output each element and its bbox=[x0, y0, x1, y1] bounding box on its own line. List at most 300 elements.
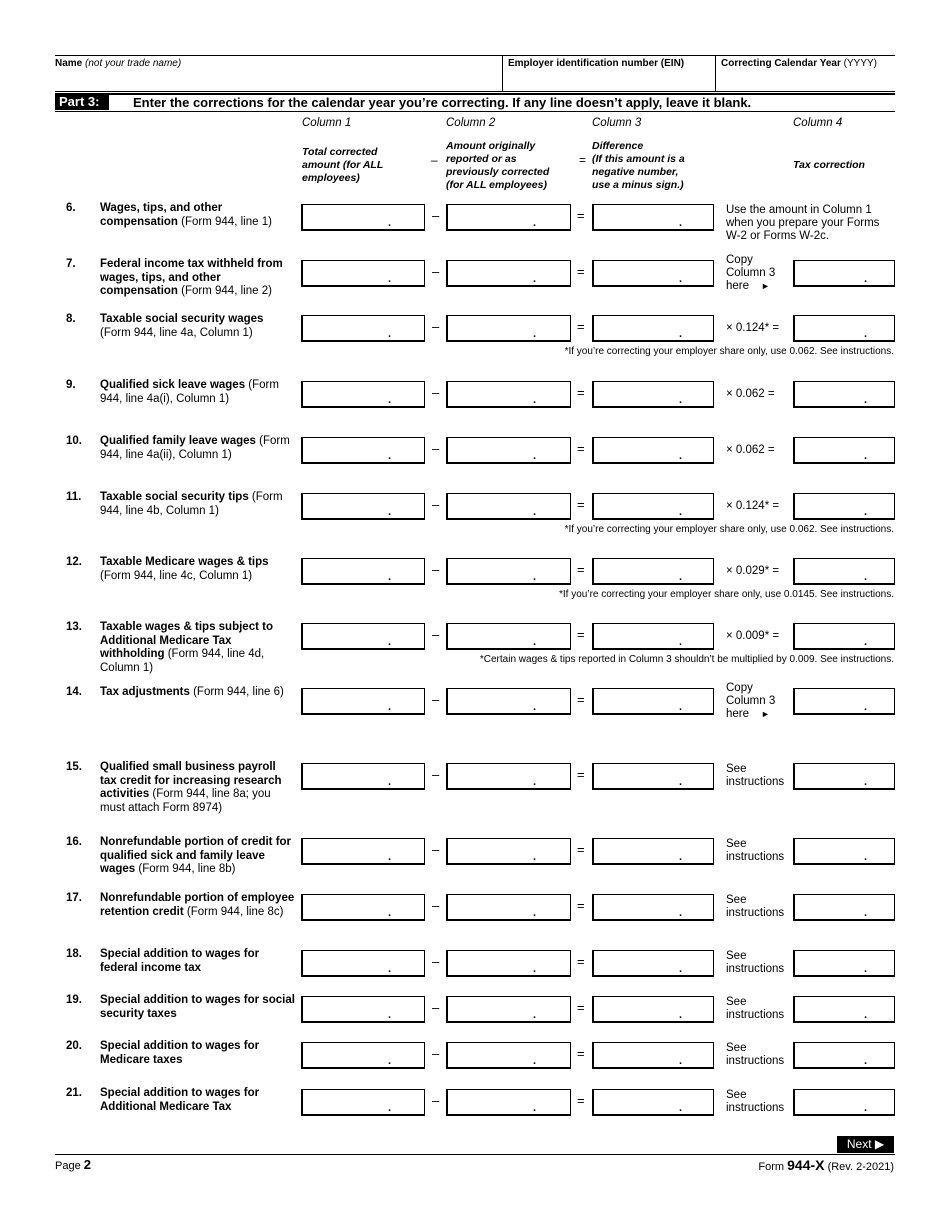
line-amount-box bbox=[793, 493, 895, 520]
tax-correction-input[interactable] bbox=[797, 999, 896, 1021]
column-4-instruction-text: × 0.009* = bbox=[726, 630, 780, 642]
decimal-point: . bbox=[864, 907, 868, 919]
decimal-point: . bbox=[388, 328, 392, 340]
column-4-instruction bbox=[726, 1089, 784, 1115]
line-amount-box bbox=[446, 437, 571, 464]
column-1-input[interactable] bbox=[305, 207, 426, 229]
decimal-point: . bbox=[388, 1055, 392, 1067]
column-4-instruction bbox=[726, 682, 775, 721]
column-4-instruction-line bbox=[726, 565, 779, 578]
column-4-instruction-line bbox=[726, 1042, 784, 1055]
line-amount-box bbox=[301, 204, 425, 231]
column-4-instruction-line bbox=[726, 1102, 784, 1115]
name-field[interactable] bbox=[58, 72, 502, 90]
column-2-input[interactable] bbox=[450, 626, 572, 648]
line-description-bold: Taxable social security wages bbox=[100, 313, 264, 325]
ein-field[interactable] bbox=[508, 72, 712, 90]
column-2-input[interactable] bbox=[450, 897, 572, 919]
tax-correction-input[interactable] bbox=[797, 263, 896, 285]
equals-operator: = bbox=[577, 627, 585, 642]
line-amount-box bbox=[446, 1089, 571, 1116]
line-description-bold: Special addition to wages for federal income tax bbox=[100, 948, 260, 974]
line-footnote: *If you’re correcting your employer share only, use 0.062. See instructions. bbox=[564, 346, 894, 357]
column-2-input[interactable] bbox=[450, 953, 572, 975]
column-1-desc-line: amount (for ALL bbox=[302, 159, 384, 171]
form-identifier bbox=[758, 1157, 894, 1173]
line-description bbox=[100, 836, 295, 877]
column-2-input[interactable] bbox=[450, 263, 572, 285]
column-4-instruction-line bbox=[726, 996, 784, 1009]
decimal-point: . bbox=[679, 1055, 683, 1067]
decimal-point: . bbox=[679, 907, 683, 919]
line-description bbox=[100, 258, 295, 299]
line-amount-box bbox=[446, 838, 571, 865]
line-amount-box bbox=[446, 763, 571, 790]
column-1-input[interactable] bbox=[305, 1045, 426, 1067]
column-2-input[interactable] bbox=[450, 1092, 572, 1114]
column-4-instruction-line bbox=[726, 254, 775, 267]
decimal-point: . bbox=[679, 394, 683, 406]
decimal-point: . bbox=[864, 450, 868, 462]
equals-operator: = bbox=[577, 898, 585, 913]
decimal-point: . bbox=[864, 1055, 868, 1067]
equals-operator: = bbox=[577, 264, 585, 279]
line-amount-box bbox=[301, 260, 425, 287]
line-number: 18. bbox=[66, 948, 82, 960]
line-amount-box bbox=[446, 950, 571, 977]
column-4-description: Tax correction bbox=[793, 159, 865, 171]
line-amount-box bbox=[301, 1042, 425, 1069]
column-4-instruction-line bbox=[726, 950, 784, 963]
decimal-point: . bbox=[388, 450, 392, 462]
ein-label-text: Employer identification number (EIN) bbox=[508, 58, 685, 69]
name-label-bold: Name bbox=[55, 58, 83, 69]
decimal-point: . bbox=[864, 506, 868, 518]
column-1-input[interactable] bbox=[305, 496, 426, 518]
line-amount-box bbox=[793, 1089, 895, 1116]
tax-correction-input[interactable] bbox=[797, 691, 896, 713]
equals-operator: = bbox=[577, 1000, 585, 1015]
line-amount-box bbox=[793, 437, 895, 464]
column-4-instruction bbox=[726, 254, 775, 293]
column-2-desc-line: previously corrected bbox=[446, 166, 550, 178]
column-1-input[interactable] bbox=[305, 440, 426, 462]
column-4-instruction-text: Column 3 bbox=[726, 695, 776, 707]
decimal-point: . bbox=[388, 273, 392, 285]
line-amount-box bbox=[446, 894, 571, 921]
line-description bbox=[100, 892, 295, 919]
column-1-input[interactable] bbox=[305, 561, 426, 583]
line-amount-box bbox=[592, 437, 714, 464]
line-description-bold: Qualified sick leave wages bbox=[100, 379, 246, 391]
line-amount-box bbox=[301, 763, 425, 790]
line-amount-box bbox=[592, 894, 714, 921]
page-label: Page bbox=[55, 1160, 81, 1172]
tax-correction-input[interactable] bbox=[797, 897, 896, 919]
column-4-instruction-text: See bbox=[726, 1089, 747, 1101]
line-amount-box bbox=[793, 260, 895, 287]
tax-correction-input[interactable] bbox=[797, 953, 896, 975]
line-description bbox=[100, 435, 295, 462]
equals-operator: = bbox=[577, 441, 585, 456]
column-1-input[interactable] bbox=[305, 384, 426, 406]
line-description bbox=[100, 686, 295, 700]
column-3-input[interactable] bbox=[596, 841, 715, 863]
decimal-point: . bbox=[533, 907, 537, 919]
column-4-instruction-text: × 0.029* = bbox=[726, 565, 780, 577]
column-3-desc-line: negative number, bbox=[592, 166, 679, 178]
column-4-instruction-text: instructions bbox=[726, 1009, 785, 1021]
decimal-point: . bbox=[388, 636, 392, 648]
decimal-point: . bbox=[533, 636, 537, 648]
column-1-input[interactable] bbox=[305, 1092, 426, 1114]
column-2-input[interactable] bbox=[450, 841, 572, 863]
line-number: 19. bbox=[66, 994, 82, 1006]
decimal-point: . bbox=[864, 851, 868, 863]
column-3-input[interactable] bbox=[596, 384, 715, 406]
column-1-input[interactable] bbox=[305, 626, 426, 648]
column-2-input[interactable] bbox=[450, 766, 572, 788]
line-description-bold: Taxable wages & tips subject to Additional Medicare Tax withholding bbox=[100, 621, 273, 660]
decimal-point: . bbox=[864, 963, 868, 975]
right-arrow-icon: ► bbox=[761, 709, 770, 719]
column-2-desc-line: (for ALL employees) bbox=[446, 179, 547, 191]
column-4-instruction-line bbox=[726, 776, 784, 789]
column-1-input[interactable] bbox=[305, 953, 426, 975]
column-2-input[interactable] bbox=[450, 318, 572, 340]
minus-operator: – bbox=[432, 1093, 440, 1108]
line-description bbox=[100, 491, 295, 518]
line-number: 15. bbox=[66, 761, 82, 773]
tax-correction-input[interactable] bbox=[797, 496, 896, 518]
line-amount-box bbox=[301, 950, 425, 977]
decimal-point: . bbox=[533, 328, 537, 340]
line-amount-box bbox=[301, 623, 425, 650]
column-3-input[interactable] bbox=[596, 561, 715, 583]
line-amount-box bbox=[301, 493, 425, 520]
column-3-input[interactable] bbox=[596, 318, 715, 340]
decimal-point: . bbox=[533, 571, 537, 583]
column-4-instruction-line bbox=[726, 388, 775, 401]
column-3-input[interactable] bbox=[596, 440, 715, 462]
column-4-instruction-text: when you prepare your Forms bbox=[726, 217, 880, 229]
column-3-description bbox=[592, 140, 685, 192]
column-3-input[interactable] bbox=[596, 263, 715, 285]
line-description-rest: (Form 944, line 8b) bbox=[135, 863, 236, 875]
column-4-instruction-text: See bbox=[726, 838, 747, 850]
column-4-instruction bbox=[726, 630, 779, 643]
column-4-instruction-line bbox=[726, 1055, 784, 1068]
line-number: 12. bbox=[66, 556, 82, 568]
line-amount-box bbox=[592, 558, 714, 585]
column-1-desc-line: employees) bbox=[302, 172, 360, 184]
year-label-format: (YYYY) bbox=[843, 58, 877, 69]
column-3-input[interactable] bbox=[596, 1092, 715, 1114]
tax-correction-input[interactable] bbox=[797, 1092, 896, 1114]
column-3-desc-line: Difference bbox=[592, 140, 644, 152]
column-4-instruction-line bbox=[726, 217, 891, 230]
tax-correction-input[interactable] bbox=[797, 384, 896, 406]
column-2-description bbox=[446, 140, 549, 192]
equals-operator: = bbox=[577, 767, 585, 782]
next-button-label: Next bbox=[846, 1137, 872, 1151]
column-4-instruction bbox=[726, 838, 784, 864]
name-label bbox=[55, 58, 181, 69]
decimal-point: . bbox=[679, 273, 683, 285]
column-4-instruction-line bbox=[726, 763, 784, 776]
column-4-heading: Column 4 bbox=[793, 117, 843, 129]
line-number: 11. bbox=[66, 491, 82, 503]
tax-correction-input[interactable] bbox=[797, 766, 896, 788]
column-4-instruction-line bbox=[726, 682, 775, 695]
column-4-instruction-text: instructions bbox=[726, 1102, 785, 1114]
column-4-instruction-line bbox=[726, 322, 779, 335]
column-3-input[interactable] bbox=[596, 1045, 715, 1067]
column-4-instruction bbox=[726, 996, 784, 1022]
minus-operator: – bbox=[432, 264, 440, 279]
line-description-bold: Taxable social security tips bbox=[100, 491, 249, 503]
column-4-instruction-line bbox=[726, 230, 891, 243]
column-4-instruction bbox=[726, 950, 784, 976]
equals-operator: = bbox=[577, 385, 585, 400]
line-amount-box bbox=[592, 1042, 714, 1069]
column-4-instruction-line bbox=[726, 963, 784, 976]
line-description-bold: Special addition to wages for Additional Medicare Tax bbox=[100, 1087, 260, 1113]
tax-correction-input[interactable] bbox=[797, 626, 896, 648]
decimal-point: . bbox=[679, 217, 683, 229]
column-3-input[interactable] bbox=[596, 691, 715, 713]
column-3-input[interactable] bbox=[596, 999, 715, 1021]
tax-correction-input[interactable] bbox=[797, 1045, 896, 1067]
minus-operator: – bbox=[432, 898, 440, 913]
line-description bbox=[100, 313, 295, 340]
column-2-input[interactable] bbox=[450, 1045, 572, 1067]
column-4-instruction-text: See bbox=[726, 763, 747, 775]
column-4-instruction-text: See bbox=[726, 996, 747, 1008]
line-amount-box bbox=[592, 763, 714, 790]
line-description bbox=[100, 994, 295, 1021]
column-2-input[interactable] bbox=[450, 496, 572, 518]
line-description-rest: (Form 944, line 8c) bbox=[183, 905, 284, 918]
decimal-point: . bbox=[388, 776, 392, 788]
column-1-input[interactable] bbox=[305, 841, 426, 863]
column-3-input[interactable] bbox=[596, 766, 715, 788]
column-4-instruction-text: instructions bbox=[726, 1055, 785, 1067]
column-4-instruction-line bbox=[726, 1009, 784, 1022]
tax-correction-input[interactable] bbox=[797, 561, 896, 583]
column-4-instruction-text: See bbox=[726, 1042, 747, 1054]
column-3-input[interactable] bbox=[596, 953, 715, 975]
line-number: 16. bbox=[66, 836, 82, 848]
column-4-instruction-line bbox=[726, 267, 775, 280]
column-4-instruction bbox=[726, 1042, 784, 1068]
decimal-point: . bbox=[388, 394, 392, 406]
line-amount-box bbox=[592, 315, 714, 342]
column-4-instruction-text: Copy bbox=[726, 682, 753, 694]
column-3-desc-line: use a minus sign.) bbox=[592, 179, 684, 191]
column-4-instruction-line bbox=[726, 708, 775, 721]
column-2-input[interactable] bbox=[450, 440, 572, 462]
column-1-input[interactable] bbox=[305, 766, 426, 788]
column-3-input[interactable] bbox=[596, 207, 715, 229]
line-description-rest: (Form 944, line 6) bbox=[189, 686, 284, 698]
line-description bbox=[100, 1040, 295, 1067]
line-description-rest: (Form 944, line 2) bbox=[177, 285, 272, 297]
decimal-point: . bbox=[679, 450, 683, 462]
line-amount-box bbox=[446, 381, 571, 408]
column-4-instruction-line bbox=[726, 444, 775, 457]
column-4-instruction bbox=[726, 444, 775, 457]
column-2-input[interactable] bbox=[450, 384, 572, 406]
line-amount-box bbox=[793, 763, 895, 790]
column-3-input[interactable] bbox=[596, 897, 715, 919]
decimal-point: . bbox=[864, 1102, 868, 1114]
decimal-point: . bbox=[388, 851, 392, 863]
minus-operator: – bbox=[432, 1046, 440, 1061]
decimal-point: . bbox=[388, 1009, 392, 1021]
decimal-point: . bbox=[679, 701, 683, 713]
year-label-bold: Correcting Calendar Year bbox=[721, 58, 841, 69]
column-2-input[interactable] bbox=[450, 207, 572, 229]
decimal-point: . bbox=[864, 571, 868, 583]
line-amount-box bbox=[301, 315, 425, 342]
line-description-bold: Taxable Medicare wages & tips bbox=[100, 556, 269, 568]
line-amount-box bbox=[793, 315, 895, 342]
decimal-point: . bbox=[533, 217, 537, 229]
decimal-point: . bbox=[864, 328, 868, 340]
column-2-input[interactable] bbox=[450, 561, 572, 583]
decimal-point: . bbox=[533, 963, 537, 975]
line-description-rest: (Form 944, line 4b, Column 1) bbox=[100, 491, 283, 517]
equals-operator: = bbox=[577, 319, 585, 334]
line-description bbox=[100, 379, 295, 406]
decimal-point: . bbox=[533, 776, 537, 788]
line-amount-box bbox=[301, 894, 425, 921]
decimal-point: . bbox=[679, 1009, 683, 1021]
line-description-bold: Wages, tips, and other compensation bbox=[100, 202, 223, 228]
tax-correction-input[interactable] bbox=[797, 318, 896, 340]
column-4-instruction-text: W-2 or Forms W-2c. bbox=[726, 230, 830, 242]
column-4-instruction-text: × 0.124* = bbox=[726, 322, 780, 334]
line-amount-box bbox=[793, 838, 895, 865]
column-2-desc-line: reported or as bbox=[446, 153, 517, 165]
equals-operator: = bbox=[577, 692, 585, 707]
column-2-desc-line: Amount originally bbox=[446, 140, 536, 152]
line-number: 14. bbox=[66, 686, 82, 698]
column-4-instruction bbox=[726, 500, 779, 513]
decimal-point: . bbox=[533, 450, 537, 462]
tax-correction-input[interactable] bbox=[797, 841, 896, 863]
column-4-instruction-line bbox=[726, 1089, 784, 1102]
column-2-input[interactable] bbox=[450, 691, 572, 713]
tax-correction-input[interactable] bbox=[797, 440, 896, 462]
column-2-input[interactable] bbox=[450, 999, 572, 1021]
decimal-point: . bbox=[864, 394, 868, 406]
line-amount-box bbox=[446, 1042, 571, 1069]
equals-operator: = bbox=[577, 954, 585, 969]
line-number: 6. bbox=[66, 202, 76, 214]
ein-label bbox=[508, 58, 684, 69]
minus-operator: – bbox=[432, 1000, 440, 1015]
minus-operator: – bbox=[432, 954, 440, 969]
column-3-equals-symbol: = bbox=[579, 153, 587, 167]
line-footnote: *If you’re correcting your employer share only, use 0.0145. See instructions. bbox=[559, 589, 894, 600]
line-amount-box bbox=[793, 996, 895, 1023]
column-4-instruction-text: Copy bbox=[726, 254, 753, 266]
column-4-instruction-text: × 0.062 = bbox=[726, 444, 775, 456]
line-amount-box bbox=[793, 894, 895, 921]
column-1-input[interactable] bbox=[305, 263, 426, 285]
line-amount-box bbox=[793, 623, 895, 650]
column-3-input[interactable] bbox=[596, 496, 715, 518]
decimal-point: . bbox=[864, 701, 868, 713]
minus-operator: – bbox=[432, 208, 440, 223]
decimal-point: . bbox=[679, 571, 683, 583]
right-arrow-icon: ► bbox=[761, 281, 770, 291]
line-number: 7. bbox=[66, 258, 76, 270]
line-amount-box bbox=[301, 381, 425, 408]
line-description-bold: Tax adjustments bbox=[100, 686, 190, 698]
equals-operator: = bbox=[577, 208, 585, 223]
minus-operator: – bbox=[432, 319, 440, 334]
column-4-instruction-text: Use the amount in Column 1 bbox=[726, 204, 872, 216]
column-4-instruction-text: instructions bbox=[726, 851, 785, 863]
form-name: 944-X bbox=[787, 1157, 825, 1173]
line-description bbox=[100, 948, 295, 975]
line-amount-box bbox=[592, 493, 714, 520]
line-number: 10. bbox=[66, 435, 82, 447]
form-revision: (Rev. 2-2021) bbox=[827, 1161, 894, 1173]
column-1-input[interactable] bbox=[305, 691, 426, 713]
name-label-note: (not your trade name) bbox=[85, 58, 182, 69]
column-4-instruction-text: See bbox=[726, 950, 747, 962]
line-amount-box bbox=[446, 260, 571, 287]
line-amount-box bbox=[793, 381, 895, 408]
column-1-input[interactable] bbox=[305, 897, 426, 919]
next-button[interactable] bbox=[837, 1136, 894, 1153]
column-4-instruction-line bbox=[726, 838, 784, 851]
equals-operator: = bbox=[577, 562, 585, 577]
minus-operator: – bbox=[432, 385, 440, 400]
line-amount-box bbox=[301, 437, 425, 464]
line-amount-box bbox=[592, 623, 714, 650]
equals-operator: = bbox=[577, 842, 585, 857]
decimal-point: . bbox=[533, 394, 537, 406]
line-description bbox=[100, 1087, 295, 1114]
decimal-point: . bbox=[679, 636, 683, 648]
column-1-input[interactable] bbox=[305, 999, 426, 1021]
column-4-instruction-line bbox=[726, 907, 784, 920]
line-description-bold: Special addition to wages for Medicare taxes bbox=[100, 1040, 260, 1066]
column-1-input[interactable] bbox=[305, 318, 426, 340]
column-4-instruction-text: here bbox=[726, 708, 750, 720]
decimal-point: . bbox=[864, 273, 868, 285]
decimal-point: . bbox=[388, 506, 392, 518]
column-4-instruction-line bbox=[726, 695, 775, 708]
column-3-input[interactable] bbox=[596, 626, 715, 648]
line-description-rest: (Form 944, line 1) bbox=[177, 215, 272, 228]
line-amount-box bbox=[793, 558, 895, 585]
decimal-point: . bbox=[388, 701, 392, 713]
column-1-desc-line: Total corrected bbox=[302, 146, 378, 158]
column-2-heading: Column 2 bbox=[446, 117, 496, 129]
column-4-instruction bbox=[726, 322, 779, 335]
line-description bbox=[100, 202, 295, 229]
line-amount-box bbox=[592, 688, 714, 715]
column-1-heading: Column 1 bbox=[302, 117, 352, 129]
correcting-year-field[interactable] bbox=[721, 72, 895, 90]
line-description-rest: (Form 944, line 4a(ii), Column 1) bbox=[100, 435, 290, 461]
